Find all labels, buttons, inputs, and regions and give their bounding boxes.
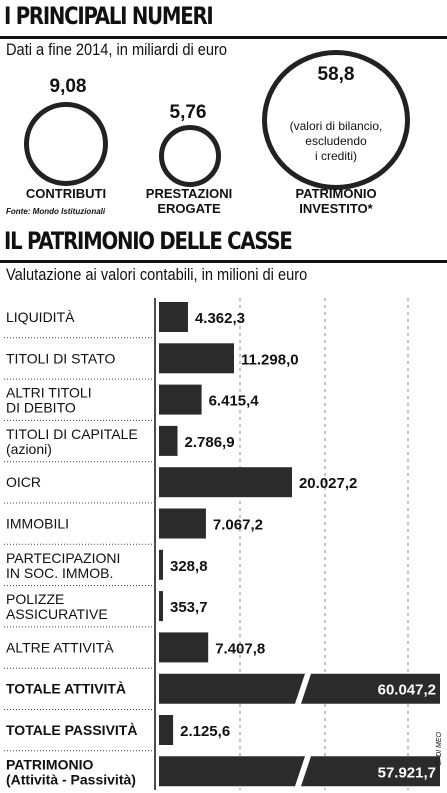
value-label-1: 11.298,0 — [241, 351, 299, 369]
category-label-7: POLIZZE ASSICURATIVE — [6, 591, 108, 623]
value-label-5: 7.067,2 — [212, 516, 263, 534]
value-label-6: 328,8 — [170, 557, 208, 575]
value-label-4: 20.027,2 — [298, 475, 358, 493]
category-label-9: TOTALE ATTIVITÀ — [6, 680, 127, 697]
title-2: IL PATRIMONIO DELLE CASSE — [4, 227, 292, 255]
patrimonio-label: PATRIMONIO INVESTITO* — [295, 186, 377, 216]
bar-10 — [159, 715, 173, 745]
title-1: I PRINCIPALI NUMERI — [4, 2, 213, 30]
contributi-circle — [24, 102, 108, 186]
bar-9 — [159, 674, 305, 704]
bar-11 — [159, 756, 305, 786]
patrimonio-value: 58,8 — [317, 64, 355, 85]
bar-2 — [159, 385, 202, 415]
bar-1 — [159, 343, 234, 373]
bar-0 — [159, 302, 188, 332]
category-label-4: OICR — [6, 474, 41, 491]
category-label-11: PATRIMONIO (Attività - Passività) — [6, 756, 136, 788]
category-label-1: TITOLI DI STATO — [6, 350, 116, 367]
prestazioni-label: PRESTAZIONI EROGATE — [145, 186, 233, 216]
value-label-10: 2.125,6 — [180, 723, 231, 740]
subtitle-1: Dati a fine 2014, in miliardi di euro — [6, 40, 228, 59]
value-label-3: 2.786,9 — [184, 433, 235, 451]
rule-2 — [0, 260, 447, 263]
value-label-8: 7.407,8 — [215, 640, 266, 658]
bar-6 — [159, 550, 163, 580]
value-label-11: 57.921,7 — [377, 764, 436, 782]
prestazioni-circle — [159, 125, 221, 187]
bar-3 — [159, 426, 178, 456]
subtitle-2: Valutazione ai valori contabili, in milioni di euro — [6, 265, 308, 284]
illustrator-credit: S. DI MEO — [436, 732, 443, 766]
category-label-5: IMMOBILI — [6, 515, 70, 532]
value-label-0: 4.362,3 — [194, 310, 246, 327]
bar-7 — [159, 591, 163, 621]
category-label-3: TITOLI DI CAPITALE (azioni) — [6, 425, 138, 457]
value-label-9: 60.047,2 — [377, 681, 436, 699]
category-label-10: TOTALE PASSIVITÀ — [6, 722, 138, 738]
assets-bar-chart — [0, 290, 447, 793]
contributi-label: CONTRIBUTI — [25, 186, 107, 201]
contributi-value: 9,08 — [49, 76, 87, 97]
bar-5 — [159, 509, 206, 539]
patrimonio-note: (valori di bilancio, escludendo i crediti) — [289, 119, 383, 163]
prestazioni-value: 5,76 — [169, 102, 207, 123]
category-label-6: PARTECIPAZIONI IN SOC. IMMOB. — [6, 549, 121, 581]
category-label-2: ALTRI TITOLI DI DEBITO — [6, 384, 92, 416]
bar-4 — [159, 467, 292, 497]
source-note: Fonte: Mondo Istituzionali — [6, 207, 106, 216]
rule-1 — [0, 36, 447, 39]
value-label-2: 6.415,4 — [208, 392, 259, 410]
bar-8 — [159, 632, 208, 662]
category-label-0: LIQUIDITÀ — [6, 309, 75, 325]
category-label-8: ALTRE ATTIVITÀ — [6, 639, 114, 656]
value-label-7: 353,7 — [170, 599, 208, 617]
